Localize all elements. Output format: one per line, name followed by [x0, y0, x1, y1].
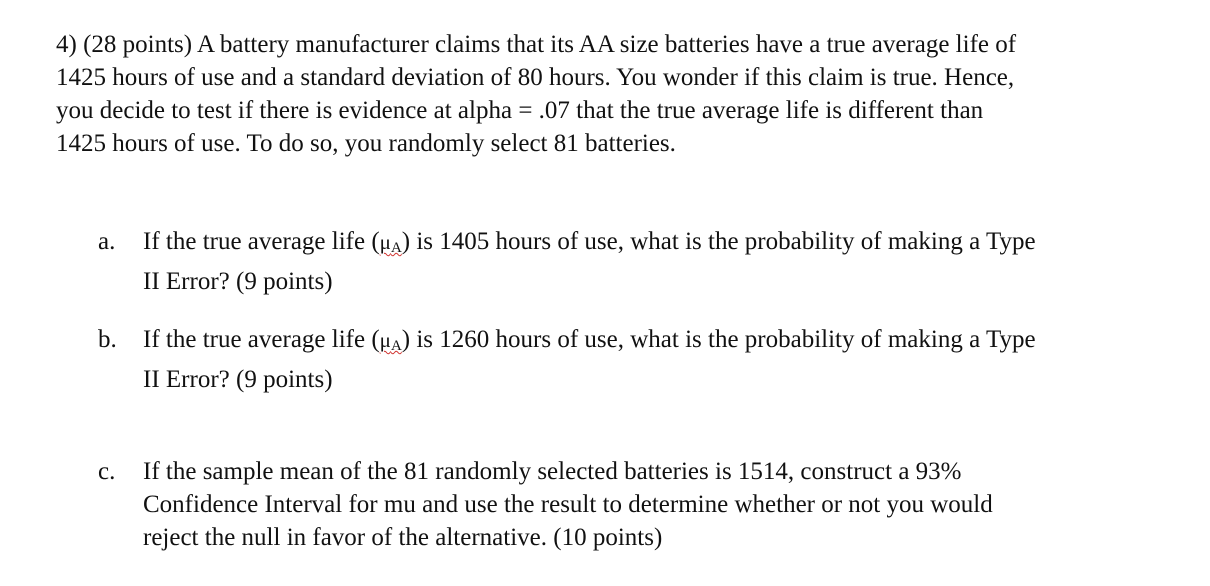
part-a-line-1	[143, 225, 1178, 265]
mu-subscript: A	[390, 240, 402, 256]
part-b-line-1-post: ) is 1260 hours of use, what is the probability of making a Type	[401, 326, 1036, 353]
problem-line-4: 1425 hours of use. To do so, you randomly select 81 batteries.	[56, 130, 676, 157]
mu-a-spellcheck	[380, 228, 402, 255]
part-b-line-2: II Error? (9 points)	[143, 366, 333, 393]
mu-symbol: μ	[379, 328, 391, 352]
problem-line-3: you decide to test if there is evidence at alpha = .07 that the true average life is different than	[56, 97, 984, 124]
part-b-marker: b.	[98, 326, 117, 353]
part-c-line-1: If the sample mean of the 81 randomly selected batteries is 1514, construct a 93%	[143, 458, 962, 485]
part-a-line-1-pre: If the true average life (	[143, 228, 380, 255]
part-b-text	[143, 323, 1178, 396]
part-a-marker: a.	[98, 228, 116, 255]
part-a-text	[143, 225, 1178, 298]
part-c-line-3: reject the null in favor of the alternative. (10 points)	[143, 524, 663, 551]
part-c-line-2: Confidence Interval for mu and use the result to determine whether or not you would	[143, 491, 993, 518]
part-a-line-1-post: ) is 1405 hours of use, what is the probability of making a Type	[401, 228, 1036, 255]
part-b-line-1	[143, 323, 1178, 363]
problem-statement	[56, 28, 1176, 160]
mu-subscript: A	[390, 338, 402, 354]
part-c-text	[143, 455, 1178, 554]
part-c-marker: c.	[98, 458, 116, 485]
part-b-line-1-pre: If the true average life (	[143, 326, 380, 353]
mu-b-spellcheck	[380, 326, 402, 353]
problem-line-1: 4) (28 points) A battery manufacturer claims that its AA size batteries have a true average life of	[56, 31, 1017, 58]
part-a-line-2: II Error? (9 points)	[143, 268, 333, 295]
problem-line-2: 1425 hours of use and a standard deviation of 80 hours. You wonder if this claim is true. Hence,	[56, 64, 1015, 91]
mu-symbol: μ	[379, 230, 391, 254]
